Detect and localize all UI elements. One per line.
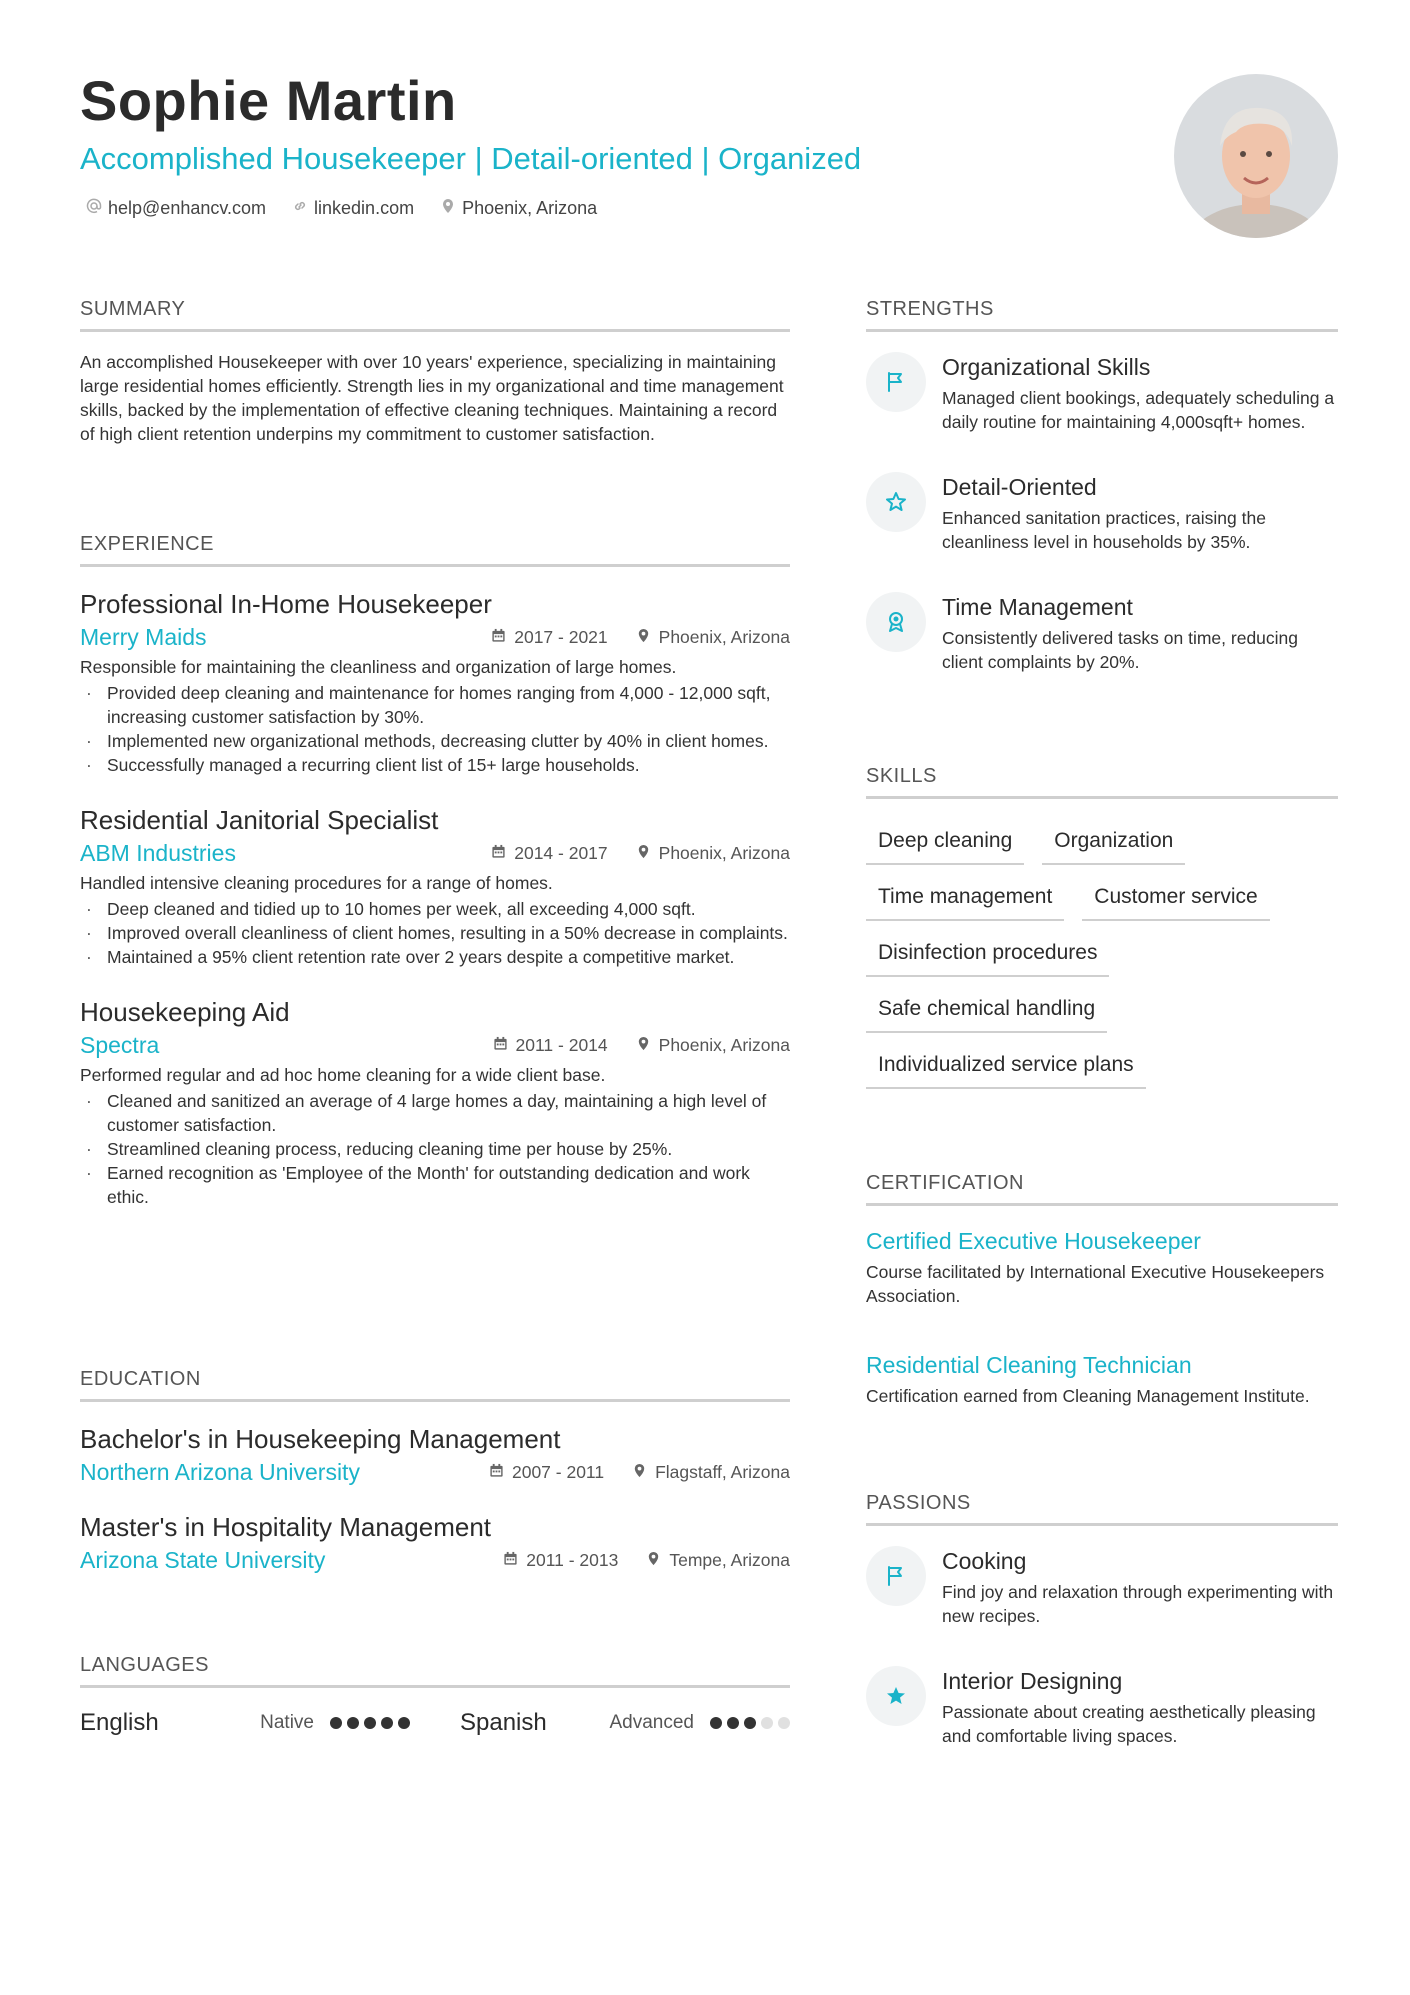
- bullet-item: · Deep cleaned and tidied up to 10 homes per week, all exceeding 4,000 sqft.: [80, 897, 790, 921]
- language-rating: [330, 1717, 410, 1729]
- flag-icon: [866, 352, 926, 412]
- dates-text: 2007 - 2011: [511, 1461, 605, 1482]
- skill-tag: Organization: [1042, 817, 1185, 865]
- skills-section: [866, 765, 1338, 1097]
- skills-list: [866, 817, 1338, 1097]
- skill-tag: Deep cleaning: [866, 817, 1024, 865]
- languages-section: [80, 1654, 790, 1740]
- calendar-icon: [491, 627, 506, 648]
- job-title: Residential Janitorial Specialist: [80, 805, 439, 835]
- bullet-item: · Maintained a 95% client retention rate over 2 years despite a competitive market.: [80, 945, 790, 969]
- certification-title: Certified Executive Housekeeper: [866, 1228, 1201, 1254]
- rating-dot-filled: [398, 1717, 410, 1729]
- education-dates: [503, 1550, 618, 1571]
- calendar-icon: [503, 1550, 518, 1571]
- strength-item: [866, 592, 1338, 674]
- job-meta: [80, 621, 790, 653]
- rating-dot-empty: [761, 1717, 773, 1729]
- location-text: Phoenix, Arizona: [462, 198, 598, 218]
- education-meta: [80, 1544, 790, 1576]
- job-dates: [491, 843, 607, 864]
- calendar-icon: [493, 1035, 508, 1056]
- rating-dot-filled: [727, 1717, 739, 1729]
- linkedin-text: linkedin.com: [314, 198, 415, 218]
- passions-section: [866, 1492, 1338, 1748]
- language-level: Advanced: [609, 1712, 694, 1733]
- contact-email[interactable]: [86, 198, 266, 219]
- section-title-languages: LANGUAGES: [80, 1654, 790, 1688]
- rating-dot-filled: [364, 1717, 376, 1729]
- location-text: Phoenix, Arizona: [658, 1034, 790, 1055]
- section-title-passions: PASSIONS: [866, 1492, 1338, 1526]
- passion-description: Passionate about creating aesthetically pleasing and comfortable living spaces.: [942, 1702, 1316, 1746]
- job-company: Merry Maids: [80, 623, 207, 650]
- section-title-experience: EXPERIENCE: [80, 533, 790, 567]
- language-name: Spanish: [460, 1709, 547, 1736]
- job-description: Handled intensive cleaning procedures for a range of homes.: [80, 873, 553, 893]
- job-meta: [80, 837, 790, 869]
- calendar-icon: [491, 843, 506, 864]
- rating-dot-filled: [381, 1717, 393, 1729]
- rating-dot-filled: [347, 1717, 359, 1729]
- location-pin-icon: [646, 1550, 661, 1571]
- bullet-item: · Streamlined cleaning process, reducing cleaning time per house by 25%.: [80, 1137, 790, 1161]
- location-text: Flagstaff, Arizona: [655, 1461, 790, 1482]
- skill-tag: Time management: [866, 873, 1064, 921]
- passion-title: Cooking: [942, 1548, 1027, 1574]
- education-location: [632, 1462, 790, 1483]
- strength-item: [866, 472, 1338, 554]
- dates-text: 2017 - 2021: [514, 626, 608, 647]
- summary-section: [80, 298, 790, 446]
- location-text: Phoenix, Arizona: [658, 626, 790, 647]
- job-dates: [491, 627, 607, 648]
- job-description: Responsible for maintaining the cleanliness and organization of large homes.: [80, 657, 677, 677]
- candidate-tagline: Accomplished Housekeeper | Detail-oriented | Organized: [80, 141, 862, 176]
- contact-linkedin[interactable]: [292, 198, 414, 219]
- dates-text: 2011 - 2013: [526, 1549, 619, 1570]
- experience-section: [80, 533, 790, 1209]
- summary-text: An accomplished Housekeeper with over 10 years' experience, specializing in maintaining large residential homes efficiently. Strength lies in my organizational and time management skills, backed by the implementation of effective cleaning techniques. Maintaining a record of high client retention underpins my commitment to customer satisfaction.: [80, 352, 784, 444]
- strength-title: Time Management: [942, 594, 1133, 620]
- certification-description: Course facilitated by International Executive Housekeepers Association.: [866, 1262, 1325, 1306]
- bullet-item: · Successfully managed a recurring client list of 15+ large households.: [80, 753, 790, 777]
- languages-row: [80, 1706, 790, 1740]
- skill-tag: Individualized service plans: [866, 1041, 1146, 1089]
- strength-description: Enhanced sanitation practices, raising the cleanliness level in households by 35%.: [942, 508, 1266, 552]
- certification-section: [866, 1172, 1338, 1408]
- job-location: [636, 627, 790, 648]
- skill-tag: Disinfection procedures: [866, 929, 1109, 977]
- school-name: Northern Arizona University: [80, 1458, 360, 1485]
- email-text: help@enhancv.com: [108, 198, 267, 218]
- rating-dot-empty: [778, 1717, 790, 1729]
- strength-title: Organizational Skills: [942, 354, 1151, 380]
- certification-title: Residential Cleaning Technician: [866, 1352, 1192, 1378]
- section-title-summary: SUMMARY: [80, 298, 790, 332]
- certification-item: [866, 1226, 1338, 1308]
- passion-item: [866, 1666, 1338, 1748]
- rating-dot-filled: [710, 1717, 722, 1729]
- bullet-item: · Cleaned and sanitized an average of 4 large homes a day, maintaining a high level of customer satisfaction.: [80, 1089, 790, 1137]
- education-meta: [80, 1456, 790, 1488]
- bullet-item: · Provided deep cleaning and maintenance for homes ranging from 4,000 - 12,000 sqft, increasing customer satisfaction by 30%.: [80, 681, 790, 729]
- bullet-item: · Earned recognition as 'Employee of the Month' for outstanding dedication and work ethic.: [80, 1161, 790, 1209]
- job-title: Professional In-Home Housekeeper: [80, 589, 492, 619]
- strength-description: Managed client bookings, adequately scheduling a daily routine for maintaining 4,000sqft+ homes.: [942, 388, 1335, 432]
- bullet-item: · Implemented new organizational methods, decreasing clutter by 40% in client homes.: [80, 729, 790, 753]
- profile-photo: [1174, 74, 1338, 238]
- passion-description: Find joy and relaxation through experimenting with new recipes.: [942, 1582, 1334, 1626]
- rating-dot-filled: [330, 1717, 342, 1729]
- section-title-education: EDUCATION: [80, 1368, 790, 1402]
- section-title-certification: CERTIFICATION: [866, 1172, 1338, 1206]
- job-location: [636, 843, 790, 864]
- dates-text: 2014 - 2017: [514, 842, 608, 863]
- strength-item: [866, 352, 1338, 434]
- dates-text: 2011 - 2014: [515, 1034, 608, 1055]
- strengths-section: [866, 298, 1338, 674]
- calendar-icon: [489, 1462, 504, 1483]
- job-entry: [80, 995, 790, 1209]
- star-filled-icon: [866, 1666, 926, 1726]
- flag-icon: [866, 1546, 926, 1606]
- language-rating: [710, 1717, 790, 1729]
- location-pin-icon: [440, 198, 456, 219]
- job-dates: [493, 1035, 608, 1056]
- location-pin-icon: [632, 1462, 647, 1483]
- education-entry: [80, 1422, 790, 1488]
- passion-item: [866, 1546, 1338, 1628]
- star-outline-icon: [866, 472, 926, 532]
- contact-row: [86, 198, 597, 219]
- strength-description: Consistently delivered tasks on time, reducing client complaints by 20%.: [942, 628, 1299, 672]
- section-title-skills: SKILLS: [866, 765, 1338, 799]
- section-title-strengths: STRENGTHS: [866, 298, 1338, 332]
- at-icon: [86, 198, 102, 219]
- location-pin-icon: [636, 627, 651, 648]
- contact-location: [440, 198, 597, 219]
- location-text: Tempe, Arizona: [669, 1549, 790, 1570]
- location-pin-icon: [636, 1035, 651, 1056]
- certification-item: [866, 1350, 1338, 1408]
- job-location: [636, 1035, 790, 1056]
- job-meta: [80, 1029, 790, 1061]
- education-location: [646, 1550, 790, 1571]
- job-entry: [80, 587, 790, 777]
- skill-tag: Safe chemical handling: [866, 985, 1107, 1033]
- job-entry: [80, 803, 790, 969]
- award-icon: [866, 592, 926, 652]
- language-name: English: [80, 1709, 159, 1736]
- job-bullets: [80, 897, 790, 969]
- strength-title: Detail-Oriented: [942, 474, 1097, 500]
- education-entry: [80, 1510, 790, 1576]
- job-bullets: [80, 681, 790, 777]
- candidate-name: Sophie Martin: [80, 69, 457, 132]
- job-description: Performed regular and ad hoc home cleaning for a wide client base.: [80, 1065, 606, 1085]
- education-section: [80, 1368, 790, 1576]
- degree-title: Bachelor's in Housekeeping Management: [80, 1424, 561, 1454]
- rating-dot-filled: [744, 1717, 756, 1729]
- skill-tag: Customer service: [1082, 873, 1269, 921]
- language-item: [80, 1709, 410, 1737]
- education-dates: [489, 1462, 604, 1483]
- passion-title: Interior Designing: [942, 1668, 1123, 1694]
- language-level: Native: [260, 1712, 314, 1733]
- bullet-item: · Improved overall cleanliness of client homes, resulting in a 50% decrease in complaints.: [80, 921, 790, 945]
- location-text: Phoenix, Arizona: [658, 842, 790, 863]
- job-bullets: [80, 1089, 790, 1209]
- link-icon: [292, 198, 308, 219]
- job-company: ABM Industries: [80, 839, 236, 866]
- location-pin-icon: [636, 843, 651, 864]
- school-name: Arizona State University: [80, 1546, 326, 1573]
- certification-description: Certification earned from Cleaning Management Institute.: [866, 1386, 1310, 1406]
- job-title: Housekeeping Aid: [80, 997, 290, 1027]
- language-item: [460, 1709, 790, 1737]
- degree-title: Master's in Hospitality Management: [80, 1512, 492, 1542]
- job-company: Spectra: [80, 1031, 160, 1058]
